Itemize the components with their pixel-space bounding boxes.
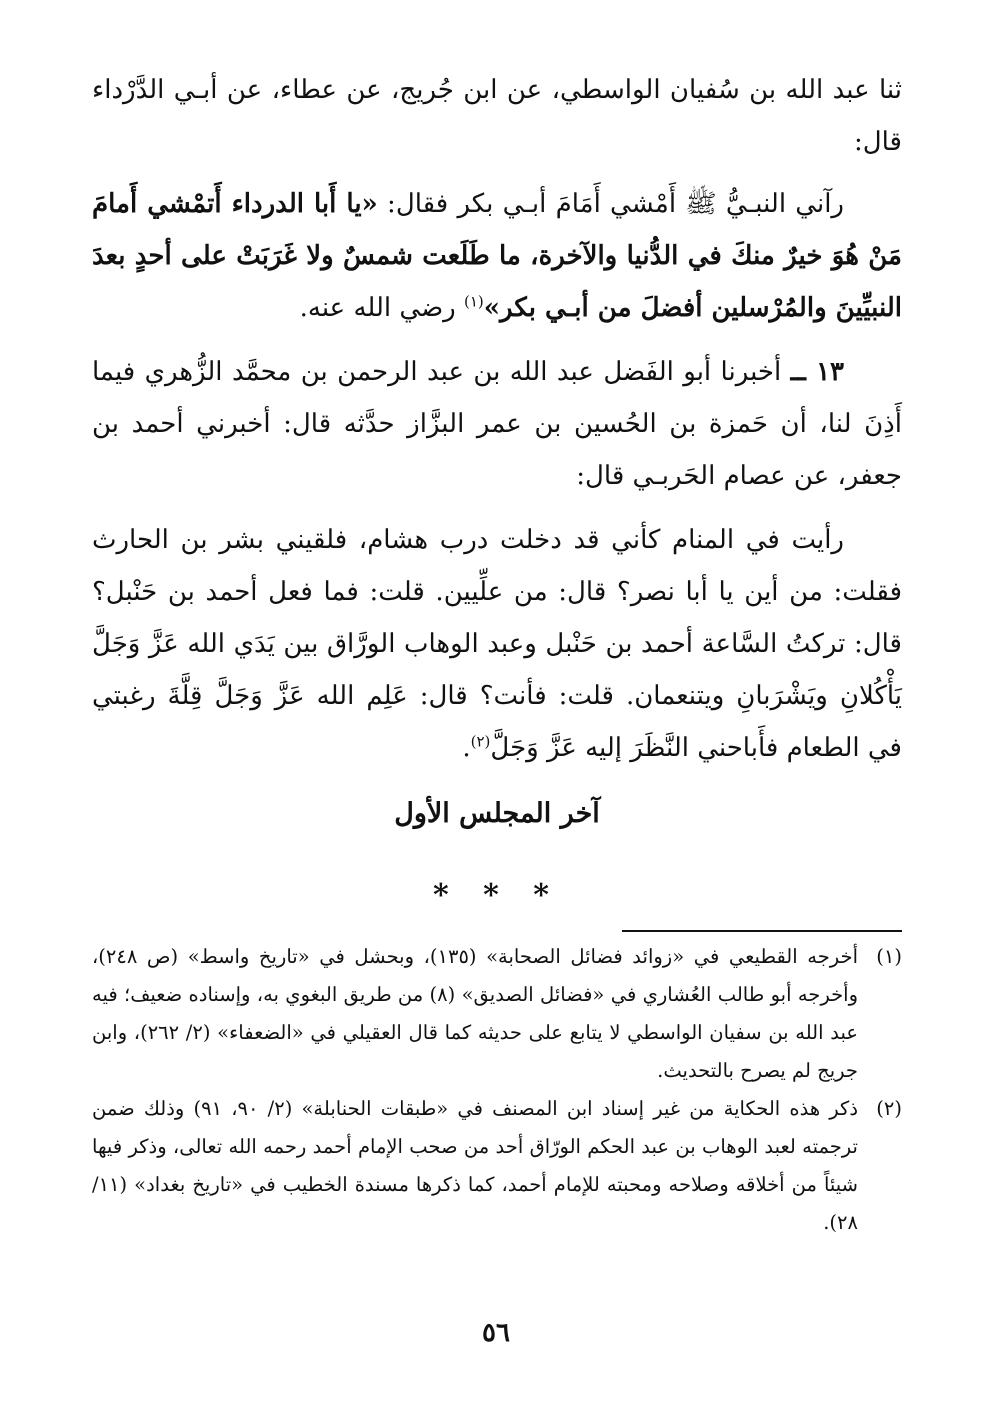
separator-stars: * * * (433, 878, 561, 913)
page-number: ٥٦ (482, 1318, 510, 1348)
main-text (92, 64, 902, 922)
footnote-mark: (٢) (876, 1097, 902, 1120)
narration-text: أخبرنا أبو الفَضل عبد الله بن عبد الرحمن بن محمَّد الزُّهري فيما أَذِنَ لنا، أن حَمزة بن الحُسين بن عمر البزَّاز حدَّثه قال: أخبرني أحمد بن جعفر، عن عصام الحَربـي قال: (92, 357, 902, 491)
paragraph-hadith (92, 178, 902, 334)
paragraph-dream (92, 514, 902, 774)
hadith-end: رضي الله عنه. (299, 293, 464, 323)
section-end-title: آخر المجلس الأول (394, 798, 600, 829)
footnotes (92, 938, 902, 1242)
footnote-text: ذكر هذه الحكاية من غير إسناد ابن المصنف في «طبقات الحنابلة» (٢/ ٩٠، ٩١) وذلك ضمن ترجمته لعبد الوهاب بن عبد الحكم الورّاق أحد من صحب الإمام أحمد رحمه الله تعالى، وذكر فيها شيئاً من أخلاقه وصلاحه ومحبته للإمام أحمد، كما ذكرها مسندة الخطيب في «تاريخ بغداد» (١١/ ٢٨). (92, 1097, 858, 1234)
hadith-quote: «يا أَبا الدرداء أَتمْشي أَمامَ مَنْ هُوَ خيرٌ منكَ في الدُّنيا والآخرة، ما طَلَعت شمسٌ ولا غَرَبَتْ على أحدٍ بعدَ النبيِّينَ والمُرْسلين أفضلَ من أبـي بكر» (92, 189, 902, 323)
footnote-2 (92, 1090, 902, 1242)
paragraph-narration-13 (92, 346, 902, 502)
paragraph-isnad: ثنا عبد الله بن سُفيان الواسطي، عن ابن جُريج، عن عطاء، عن أبـي الدَّرْداء قال: (92, 75, 902, 157)
footnote-ref-1[interactable]: (١) (463, 292, 484, 311)
footnote-divider (622, 930, 902, 932)
narration-number: ١٣ ــ (790, 357, 844, 387)
footnote-ref-2[interactable]: (٢) (470, 732, 491, 751)
footnote-mark: (١) (876, 945, 902, 968)
footnote-1 (92, 938, 902, 1090)
dream-text: رأيت في المنام كأني قد دخلت درب هشام، فلقيني بشر بن الحارث فقلت: من أين يا أبا نصر؟ قال: من علِّيين. قلت: فما فعل أحمد بن حَنْبل؟ قال: تركتُ السَّاعة أحمد بن حَنْبل وعبد الوهاب الورَّاق بين يَدَي الله عَزَّ وَجَلَّ يَأْكُلانِ ويَشْرَبانِ ويتنعمان. قلت: فأنت؟ قال: عَلِم الله عَزَّ وَجَلَّ قِلَّةَ رغبتي في الطعام فأَباحني النَّظَرَ إليه عَزَّ وَجَلَّ (92, 525, 902, 763)
hadith-intro: رآني النبـيُّ ﷺ أَمْشي أَمَامَ أبـي بكر فقال: (377, 189, 844, 219)
dream-end: . (462, 733, 471, 763)
footnote-text: أخرجه القطيعي في «زوائد فضائل الصحابة» (١٣٥)، وبحشل في «تاريخ واسط» (ص ٢٤٨)، وأخرجه أبو طالب العُشاري في «فضائل الصديق» (٨) من طريق البغوي به، وإسناده ضعيف؛ فيه عبد الله بن سفيان الواسطي لا يتابع على حديثه كما قال العقيلي في «الضعفاء» (٢/ ٢٦٢)، وابن جريج لم يصرح بالتحديث. (92, 945, 859, 1082)
